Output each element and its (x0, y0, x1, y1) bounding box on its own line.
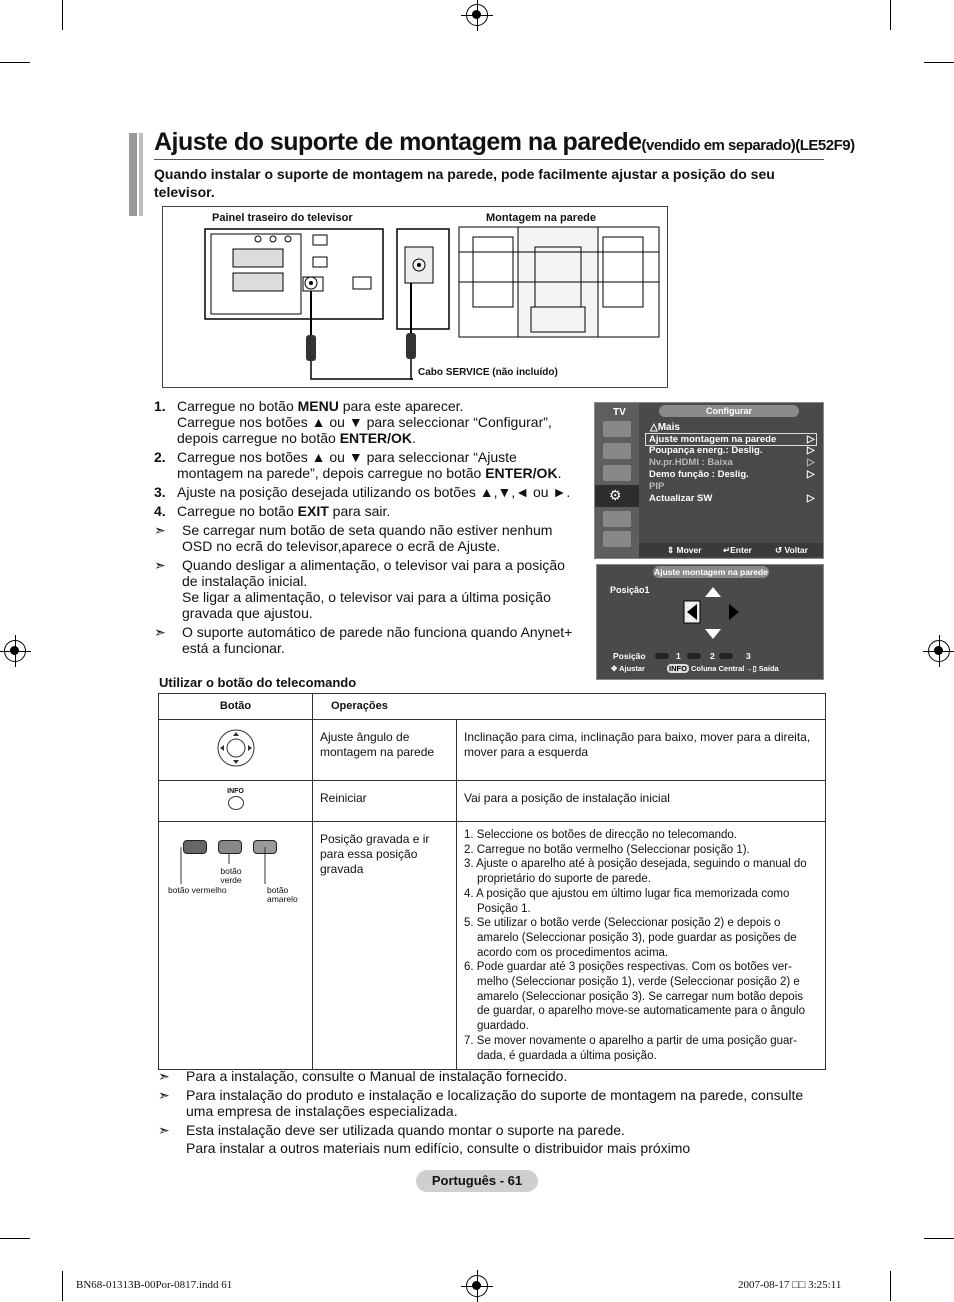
osd-footer-move: ⇕ Mover (667, 545, 702, 555)
remote-buttons-table (158, 693, 826, 1070)
arrow-right-icon: ▷ (807, 493, 815, 504)
list-item: 5. Se utilizar o botão verde (Seleccionar posição 2) e depois o amarelo (Seleccionar posição 3), pode guardar as posições de acordo com os procedimentos acima. (464, 917, 797, 959)
column-header-operations: Operações (313, 694, 826, 720)
wall-mount-label: Montagem na parede (486, 212, 597, 224)
osd-position-row-label: Posição (613, 651, 646, 661)
table-title: Utilizar o botão do telecomando (159, 675, 357, 690)
registration-mark-icon (466, 4, 488, 26)
operation-cell: Posição gravada e ir para essa posição gravada (313, 822, 457, 1070)
osd-footer-center: INFO Coluna Central (669, 664, 745, 673)
arrow-right-icon: ▷ (807, 445, 815, 456)
yellow-button-caption: botão amarelo (267, 885, 298, 904)
note-text: Para instalação do produto e instalação e localização do suporte de montagem na parede, consulte uma empresa de instalações especializada. (186, 1087, 804, 1119)
list-item: 3. Ajuste o aparelho até à posição desejada, seguindo o manual do proprietário do suporte de parede. (464, 858, 807, 886)
list-item: 7. Se mover novamente o aparelho a partir de uma posição guar-dada, é guardada a última posição. (464, 1034, 798, 1062)
button-cell (159, 822, 313, 1070)
saved-position-steps (464, 828, 818, 1063)
note (158, 1087, 824, 1119)
crop-mark (924, 62, 954, 63)
section-marker (129, 133, 137, 216)
footer-notes (158, 1068, 824, 1159)
osd-item[interactable]: Ajuste montagem na parede (649, 434, 777, 445)
osd-item[interactable]: Poupança energ.: Deslig. (649, 445, 763, 456)
list-item: 6. Pode guardar até 3 posições respectivas. Com os botões ver-melho (Seleccionar posição 1), verde (Seleccionar posição 2) e amarelo (Seleccionar posição 3). Se carregar num botão depois de guardar, o aparelho move-se automaticamente para o ângulo guardado. (464, 961, 805, 1033)
step-number: 1. (154, 398, 166, 414)
title-divider (154, 159, 824, 160)
osd-position-number: 1 (676, 651, 681, 661)
note (158, 1068, 824, 1084)
button-cell (159, 720, 313, 781)
note-arrow-icon: ➣ (154, 557, 166, 573)
step-number: 2. (154, 449, 166, 465)
description-cell: Inclinação para cima, inclinação para baixo, mover para a direita, mover para a esquerda (457, 720, 826, 781)
operation-cell: Ajuste ângulo de montagem na parede (313, 720, 457, 781)
description-cell: Vai para a posição de instalação inicial (457, 781, 826, 822)
osd-item[interactable]: △Mais (650, 422, 680, 433)
crop-mark (62, 1271, 63, 1301)
print-slug-date: 2007-08-17 □□ 3:25:11 (738, 1279, 842, 1291)
table-row (159, 720, 826, 781)
arrow-right-icon: ▷ (807, 434, 815, 445)
osd-position-label: Posição1 (610, 585, 650, 595)
title-main: Ajuste do suporte de montagem na parede (154, 128, 642, 156)
note-text: Quando desligar a alimentação, o televisor vai para a posição de instalação inicial. (182, 557, 565, 589)
note-arrow-icon: ➣ (158, 1087, 170, 1103)
osd-header: Ajuste montagem na parede (654, 567, 768, 577)
osd-tv-label: TV (613, 407, 626, 418)
instruction-steps (154, 398, 584, 659)
table-row (159, 822, 826, 1070)
note-arrow-icon: ➣ (158, 1122, 170, 1138)
registration-mark-icon (466, 1275, 488, 1297)
step-number: 4. (154, 503, 166, 519)
step-key: ENTER/OK (485, 465, 558, 481)
osd-wall-mount-adjust (596, 564, 824, 680)
osd-header: Configurar (659, 405, 799, 417)
note (154, 589, 584, 621)
osd-position-number: 2 (710, 651, 715, 661)
column-header-button: Botão (159, 694, 313, 720)
page-number-badge: Português - 61 (416, 1170, 538, 1192)
step-3 (154, 484, 584, 500)
green-button-caption: botão verde (220, 866, 242, 885)
red-button-caption: botão vermelho (168, 885, 227, 895)
registration-mark-icon (4, 640, 26, 662)
list-item: 1. Seleccione os botões de direcção no telecomando. (464, 829, 737, 841)
note-arrow-icon: ➣ (154, 522, 166, 538)
osd-item[interactable]: Actualizar SW (649, 493, 713, 504)
list-item: 2. Carregue no botão vermelho (Seleccionar posição 1). (464, 843, 750, 856)
arrow-right-icon: ▷ (807, 469, 815, 480)
note (158, 1140, 824, 1156)
note-arrow-icon: ➣ (154, 624, 166, 640)
application-icon (603, 531, 631, 547)
crop-mark (890, 1271, 891, 1301)
connection-diagram (162, 206, 668, 388)
table-row (159, 781, 826, 822)
diagram-illustration (163, 207, 667, 387)
step-text: . (557, 465, 562, 481)
list-item: 4. A posição que ajustou em último lugar fica memorizada como Posição 1. (464, 887, 790, 915)
step-text: para sair. (328, 503, 391, 519)
section-marker (139, 133, 143, 216)
osd-setup-menu (594, 402, 824, 559)
note (154, 557, 584, 589)
osd-footer-adjust: ✥ Ajustar (611, 664, 645, 673)
cable-label: Cabo SERVICE (não incluído) (418, 367, 558, 378)
crop-mark (924, 1238, 954, 1239)
step-text: Carregue no botão (177, 503, 298, 519)
note-text: Para instalar a outros materiais num edifício, consulte o distribuidor mais próximo (186, 1140, 691, 1156)
note-text: Esta instalação deve ser utilizada quando montar o suporte na parede. (186, 1122, 625, 1138)
info-button-icon (228, 796, 244, 810)
rear-panel-label: Painel traseiro do televisor (212, 212, 353, 224)
note-text: Se carregar num botão de seta quando não estiver nenhum OSD no ecrã do televisor,aparece o ecrã de Ajuste. (182, 522, 553, 554)
button-cell (159, 781, 313, 822)
step-text: para este aparecer. (338, 398, 464, 414)
step-key: MENU (297, 398, 339, 414)
osd-footer-back: ↺ Voltar (775, 545, 808, 555)
operation-cell: Reiniciar (313, 781, 457, 822)
step-2 (154, 449, 584, 481)
step-4 (154, 503, 584, 519)
note-text: Se ligar a alimentação, o televisor vai para a última posição gravada que ajustou. (182, 589, 551, 621)
green-button-icon (687, 653, 701, 659)
crop-mark (0, 62, 30, 63)
direction-pad-icon (216, 728, 256, 768)
step-text: . (412, 430, 416, 446)
red-button-icon (655, 653, 669, 659)
step-text: Carregue nos botões ▲ ou ▼ para seleccionar “Ajuste montagem na parede”, depois carregue no botão (177, 449, 517, 481)
channel-icon (603, 465, 631, 481)
setup-icon: ⚙ (595, 485, 639, 507)
input-icon (603, 511, 631, 527)
note-text: O suporte automático de parede não funciona quando Anynet+ está a funcionar. (182, 624, 573, 656)
print-slug-file: BN68-01313B-00Por-0817.indd 61 (76, 1279, 233, 1291)
note (154, 522, 584, 554)
step-text: Ajuste na posição desejada utilizando os botões ▲,▼,◄ ou ►. (177, 484, 571, 500)
crop-mark (62, 0, 63, 30)
direction-arrows-icon (683, 585, 743, 641)
crop-mark (0, 1238, 30, 1239)
page-title (154, 128, 855, 157)
info-button-label: INFO (227, 788, 244, 795)
intro-text: Quando instalar o suporte de montagem na parede, pode facilmente ajustar a posição do seu televisor. (154, 166, 775, 200)
step-1 (154, 398, 584, 446)
description-cell (457, 822, 826, 1070)
osd-position-number: 3 (746, 651, 751, 661)
note-arrow-icon: ➣ (158, 1068, 170, 1084)
table-header-row (159, 694, 826, 720)
step-text: Carregue nos botões ▲ ou ▼ para seleccionar “Configurar”, depois carregue no botão (177, 414, 552, 446)
sound-icon (603, 443, 631, 459)
step-key: ENTER/OK (339, 430, 413, 446)
note-text: Para a instalação, consulte o Manual de instalação fornecido. (186, 1068, 568, 1084)
osd-item[interactable]: Nv.pr.HDMI : Baixa (649, 457, 733, 468)
step-key: EXIT (297, 503, 329, 519)
step-text: Carregue no botão (177, 398, 298, 414)
crop-mark (890, 0, 891, 30)
note (158, 1122, 824, 1138)
step-number: 3. (154, 484, 166, 500)
osd-item[interactable]: Demo função : Deslig. (649, 469, 749, 480)
osd-footer-enter: ↵Enter (723, 545, 752, 555)
note (154, 624, 584, 656)
yellow-button-icon (719, 653, 733, 659)
osd-footer-exit: →▯ Saída (745, 664, 779, 673)
title-suffix: (vendido em separado)(LE52F9) (641, 137, 855, 154)
arrow-right-icon: ▷ (807, 457, 815, 468)
osd-item[interactable]: PIP (649, 481, 665, 492)
picture-icon (603, 421, 631, 437)
registration-mark-icon (928, 640, 950, 662)
